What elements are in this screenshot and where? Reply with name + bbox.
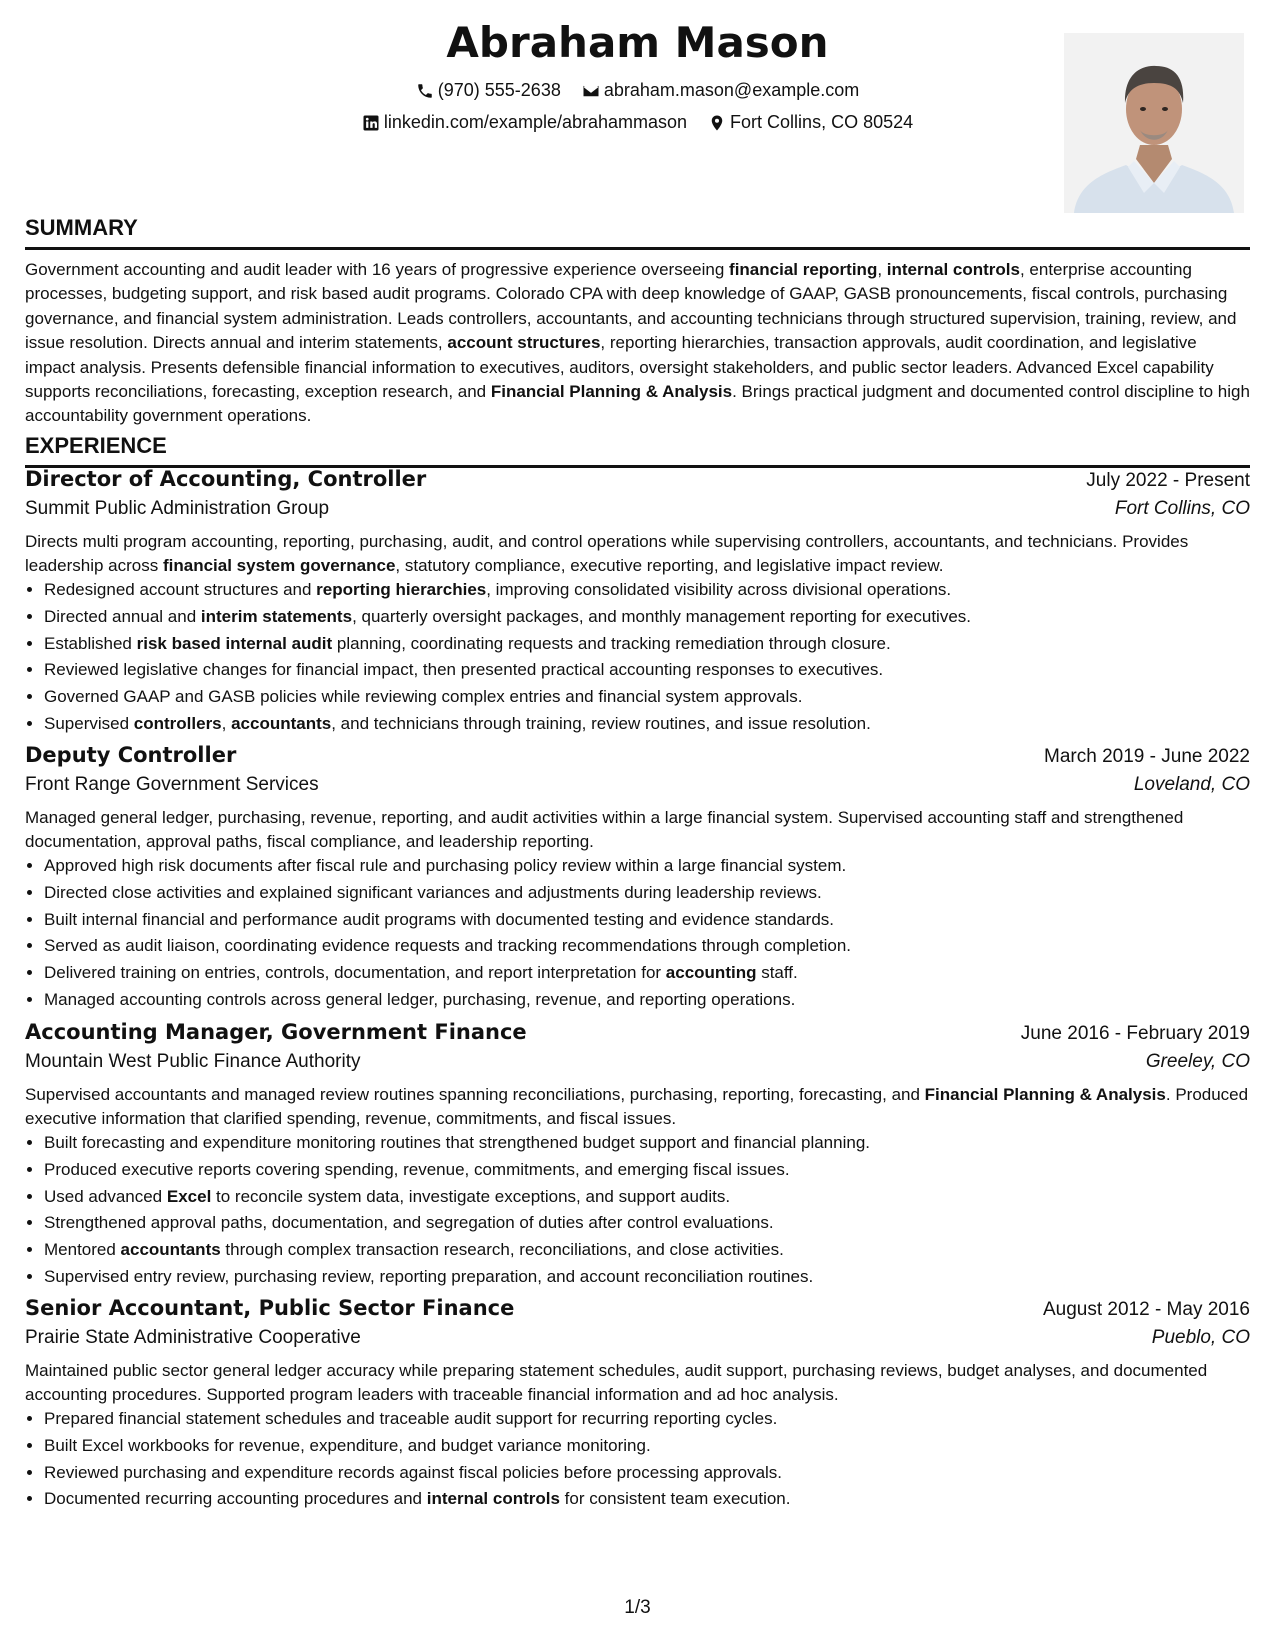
- page-number: 1/3: [624, 1597, 651, 1618]
- bullet-item: • Directed annual and interim statements, quarterly oversight packages, and monthly management reporting for executives.: [44, 605, 1250, 629]
- map-pin-icon: [708, 114, 726, 132]
- bullet-item: • Reviewed legislative changes for financial impact, then presented practical accounting responses to executives.: [44, 658, 1250, 682]
- linkedin-link[interactable]: linkedin.com/example/abrahammason: [383, 112, 688, 132]
- job-organization: Summit Public Administration Group: [25, 498, 330, 519]
- bullet-item: • Produced executive reports covering spending, revenue, commitments, and emerging fiscal issues.: [44, 1158, 1250, 1182]
- job-entry: [25, 1020, 1250, 1292]
- job-dates: August 2012 - May 2016: [1042, 1299, 1250, 1320]
- job-bullets: [25, 578, 1250, 736]
- experience-section: [25, 433, 1250, 468]
- summary-text: Government accounting and audit leader with 16 years of progressive experience overseeing financial reporting, internal controls, enterprise accounting processes, budgeting support, and risk based audit programs. Colorado CPA with deep knowledge of GAAP, GASB pronouncements, fiscal controls, purchasing governance, and financial system administration. Leads controllers, accountants, and accounting technicians through structured supervision, training, review, and issue resolution. Directs annual and interim statements, account structures, reporting hierarchies, transaction approvals, audit coordination, and legislative impact analysis. Presents defensible financial information to executives, auditors, oversight stakeholders, and public sector leaders. Advanced Excel capability supports reconciliations, forecasting, exception research, and Financial Planning & Analysis. Brings practical judgment and documented control discipline to high accountability government operations.: [25, 260, 1250, 426]
- bullet-item: • Supervised controllers, accountants, and technicians through training, review routines, and issue resolution.: [44, 712, 1250, 736]
- job-entry: [25, 467, 1250, 739]
- candidate-name: Abraham Mason: [446, 18, 829, 67]
- job-bullets: [25, 854, 1250, 1012]
- job-organization: Prairie State Administrative Cooperative: [25, 1327, 361, 1348]
- experience-heading: EXPERIENCE: [25, 433, 1250, 468]
- job-entry: [25, 1296, 1250, 1514]
- bullet-item: • Directed close activities and explained significant variances and adjustments during leadership reviews.: [44, 881, 1250, 905]
- bullet-item: • Delivered training on entries, controls, documentation, and report interpretation for accounting staff.: [44, 961, 1250, 985]
- profile-portrait-image: [1064, 33, 1244, 213]
- job-location: Greeley, CO: [1145, 1051, 1250, 1072]
- bullet-item: • Built internal financial and performance audit programs with documented testing and evidence standards.: [44, 908, 1250, 932]
- job-location: Pueblo, CO: [1151, 1327, 1250, 1348]
- linkedin-icon: [362, 114, 380, 132]
- bullet-item: • Prepared financial statement schedules and traceable audit support for recurring reporting cycles.: [44, 1407, 1250, 1431]
- bullet-item: • Strengthened approval paths, documentation, and segregation of duties after control evaluations.: [44, 1211, 1250, 1235]
- job-location: Fort Collins, CO: [1114, 498, 1250, 519]
- location-text: Fort Collins, CO 80524: [730, 112, 914, 132]
- bullet-item: • Mentored accountants through complex transaction research, reconciliations, and close activities.: [44, 1238, 1250, 1262]
- job-summary: Maintained public sector general ledger accuracy while preparing statement schedules, audit support, purchasing reviews, budget analyses, and documented accounting procedures. Supported program leaders with traceable financial information and ad hoc analysis.: [25, 1361, 1208, 1404]
- summary-section: [25, 215, 1250, 429]
- summary-heading: SUMMARY: [25, 215, 1250, 250]
- job-bullets: [25, 1407, 1250, 1511]
- job-dates: March 2019 - June 2022: [1044, 746, 1250, 767]
- job-dates: July 2022 - Present: [1086, 470, 1250, 491]
- job-dates: June 2016 - February 2019: [1020, 1023, 1250, 1044]
- bullet-item: • Built forecasting and expenditure monitoring routines that strengthened budget support and financial planning.: [44, 1131, 1250, 1155]
- bullet-item: • Used advanced Excel to reconcile system data, investigate exceptions, and support audits.: [44, 1185, 1250, 1209]
- profile-photo: [1064, 33, 1244, 213]
- job-summary: Managed general ledger, purchasing, revenue, reporting, and audit activities within a large financial system. Supervised accounting staff and strengthened documentation, approval paths, fiscal compliance, and leadership reporting.: [25, 808, 1184, 851]
- bullet-item: • Built Excel workbooks for revenue, expenditure, and budget variance monitoring.: [44, 1434, 1250, 1458]
- bullet-item: • Reviewed purchasing and expenditure records against fiscal policies before processing approvals.: [44, 1461, 1250, 1485]
- job-location: Loveland, CO: [1133, 774, 1250, 795]
- email-contact[interactable]: [582, 80, 859, 101]
- location-contact: [708, 112, 913, 133]
- bullet-item: • Redesigned account structures and reporting hierarchies, improving consolidated visibility across divisional operations.: [44, 578, 1250, 602]
- job-title: Deputy Controller: [25, 743, 237, 767]
- job-summary: Supervised accountants and managed review routines spanning reconciliations, purchasing, reporting, forecasting, and Financial Planning & Analysis. Produced executive information that clarified spending, revenue, commitments, and fiscal issues.: [25, 1085, 1249, 1128]
- email-link[interactable]: abraham.mason@example.com: [603, 80, 860, 100]
- bullet-item: • Documented recurring accounting procedures and internal controls for consistent team execution.: [44, 1487, 1250, 1511]
- phone-icon: [416, 82, 434, 100]
- bullet-item: • Managed accounting controls across general ledger, purchasing, revenue, and reporting operations.: [44, 988, 1250, 1012]
- job-bullets: [25, 1131, 1250, 1289]
- job-organization: Front Range Government Services: [25, 774, 319, 795]
- job-title: Accounting Manager, Government Finance: [25, 1020, 527, 1044]
- envelope-icon: [582, 82, 600, 100]
- job-title: Senior Accountant, Public Sector Finance: [25, 1296, 515, 1320]
- bullet-item: • Governed GAAP and GASB policies while reviewing complex entries and financial system approvals.: [44, 685, 1250, 709]
- bullet-item: • Established risk based internal audit planning, coordinating requests and tracking remediation through closure.: [44, 632, 1250, 656]
- job-title: Director of Accounting, Controller: [25, 467, 427, 491]
- phone-contact: [416, 80, 561, 101]
- linkedin-contact[interactable]: [362, 112, 687, 133]
- job-summary: Directs multi program accounting, reporting, purchasing, audit, and control operations while supervising controllers, accountants, and technicians. Provides leadership across financial system governance, statutory compliance, executive reporting, and legislative impact review.: [25, 532, 1189, 575]
- job-organization: Mountain West Public Finance Authority: [25, 1051, 361, 1072]
- bullet-item: • Approved high risk documents after fiscal rule and purchasing policy review within a large financial system.: [44, 854, 1250, 878]
- phone-text: (970) 555-2638: [437, 80, 561, 100]
- bullet-item: • Supervised entry review, purchasing review, reporting preparation, and account reconciliation routines.: [44, 1265, 1250, 1289]
- bullet-item: • Served as audit liaison, coordinating evidence requests and tracking recommendations through completion.: [44, 934, 1250, 958]
- job-entry: [25, 743, 1250, 1015]
